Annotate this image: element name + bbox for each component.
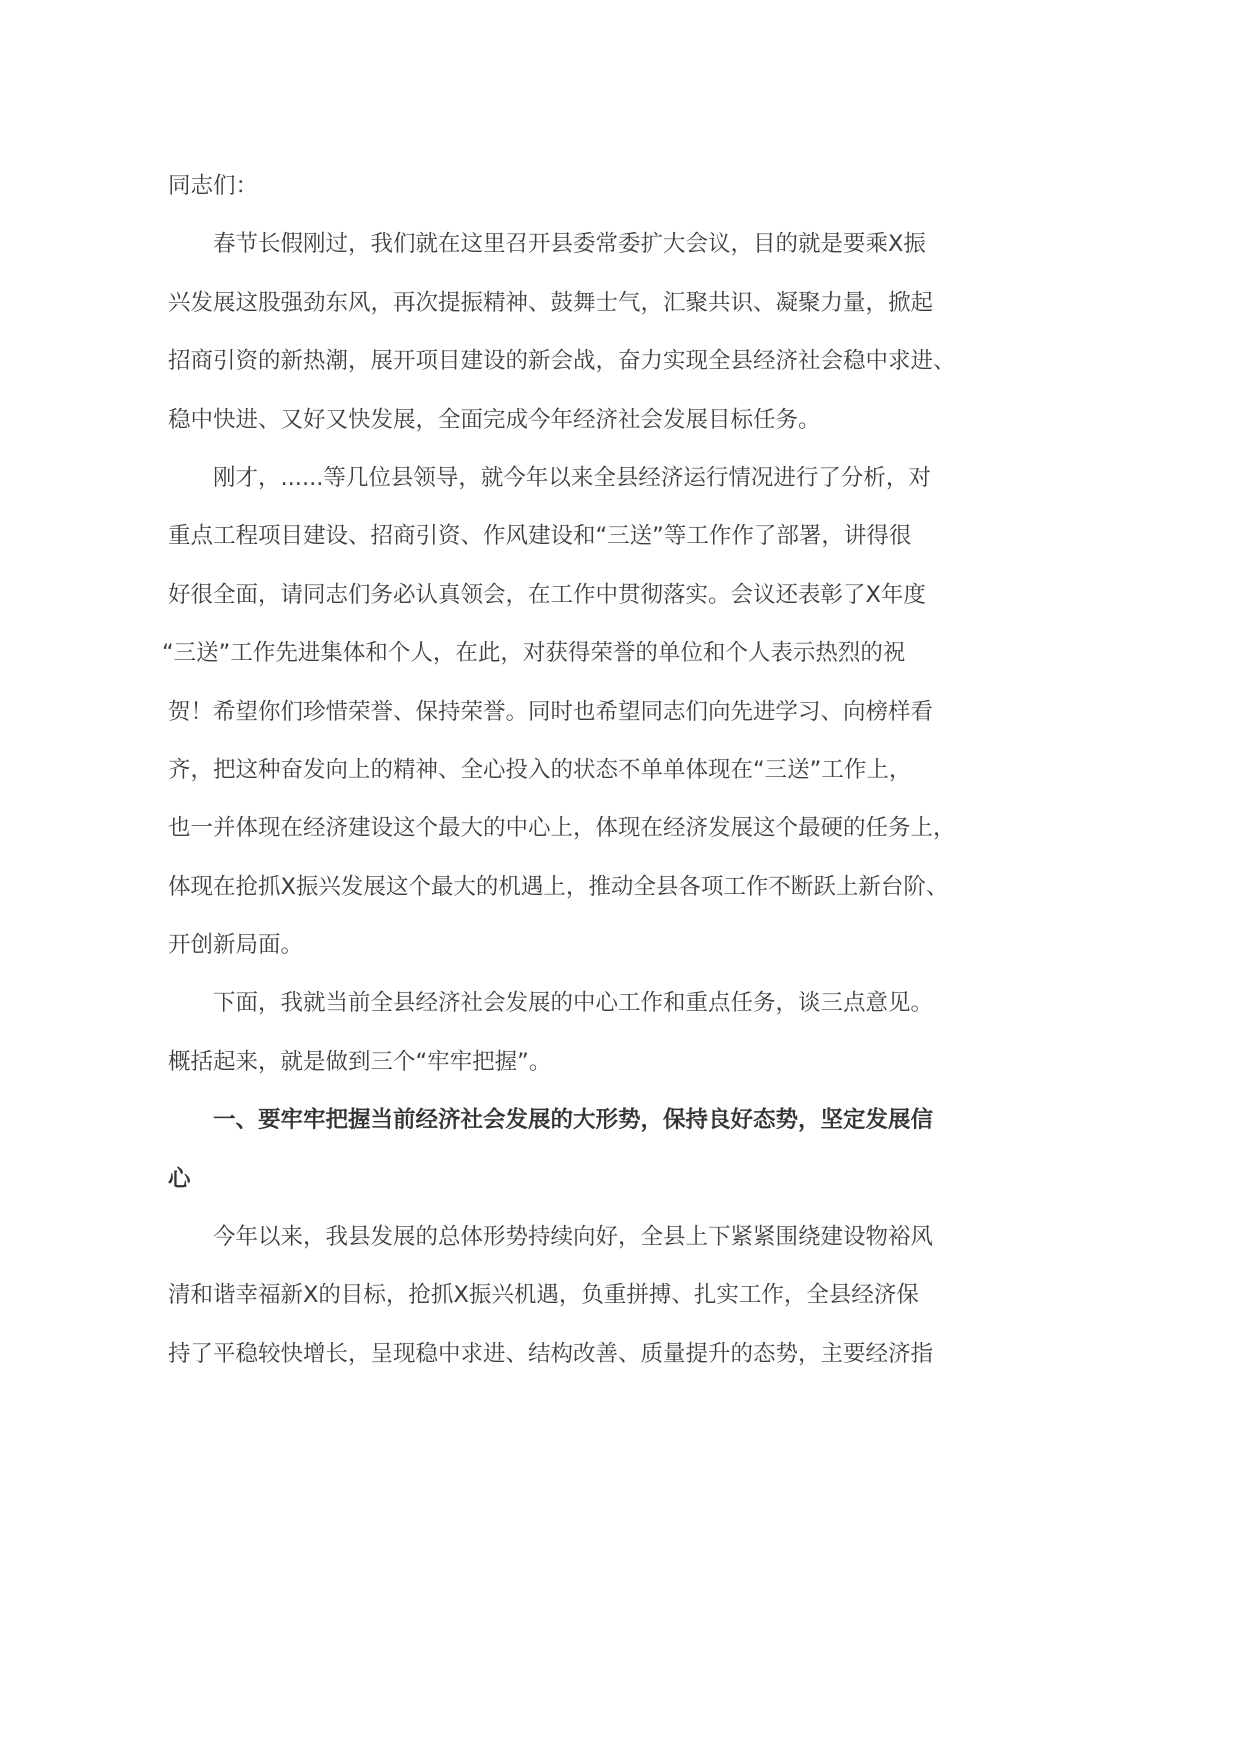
paragraph-line: 招商引资的新热潮，展开项目建设的新会战，奋力实现全县经济社会稳中求进、 [168, 348, 956, 375]
paragraph-line: 好很全面，请同志们务必认真领会，在工作中贯彻落实。会议还表彰了Ⅹ年度 [168, 581, 926, 608]
paragraph-line: 刚才，......等几位县领导，就今年以来全县经济运行情况进行了分析，对 [213, 464, 931, 491]
paragraph-line: 稳中快进、又好又快发展，全面完成今年经济社会发展目标任务。 [168, 406, 821, 433]
paragraph-line: 持了平稳较快增长，呈现稳中求进、结构改善、质量提升的态势，主要经济指 [168, 1340, 934, 1367]
section-heading: 心 [168, 1165, 191, 1192]
paragraph-line: 也一并体现在经济建设这个最大的中心上，体现在经济发展这个最硬的任务上， [168, 815, 956, 842]
paragraph-line: “三送”工作先进集体和个人，在此，对获得荣誉的单位和个人表示热烈的祝 [162, 640, 906, 667]
paragraph-line: 体现在抢抓Ⅹ振兴发展这个最大的机遇上，推动全县各项工作不断跃上新台阶、 [168, 873, 949, 900]
paragraph-line: 齐，把这种奋发向上的精神、全心投入的状态不单单体现在“三送”工作上， [168, 756, 912, 783]
section-heading: 一、要牢牢把握当前经济社会发展的大形势，保持良好态势，坚定发展信 [213, 1107, 934, 1134]
document-page [162, 157, 956, 1383]
salutation: 同志们： [168, 173, 259, 199]
paragraph-line: 贺！希望你们珍惜荣誉、保持荣誉。同时也希望同志们向先进学习、向榜样看 [168, 698, 934, 725]
paragraph-line: 下面，我就当前全县经济社会发展的中心工作和重点任务，谈三点意见。 [213, 990, 934, 1017]
paragraph-line: 开创新局面。 [168, 932, 304, 959]
paragraph-line: 兴发展这股强劲东风，再次提振精神、鼓舞士气，汇聚共识、凝聚力量，掀起 [168, 289, 934, 316]
paragraph-line: 今年以来，我县发展的总体形势持续向好，全县上下紧紧围绕建设物裕风 [213, 1224, 934, 1251]
paragraph-line: 清和谐幸福新Ⅹ的目标，抢抓Ⅹ振兴机遇，负重拼搏、扎实工作，全县经济保 [168, 1282, 919, 1309]
paragraph-line: 春节长假刚过，我们就在这里召开县委常委扩大会议，目的就是要乘Ⅹ振 [213, 231, 926, 258]
paragraph-line: 重点工程项目建设、招商引资、作风建设和“三送”等工作作了部署，讲得很 [168, 523, 912, 550]
paragraph-line: 概括起来，就是做到三个“牢牢把握”。 [168, 1048, 552, 1075]
